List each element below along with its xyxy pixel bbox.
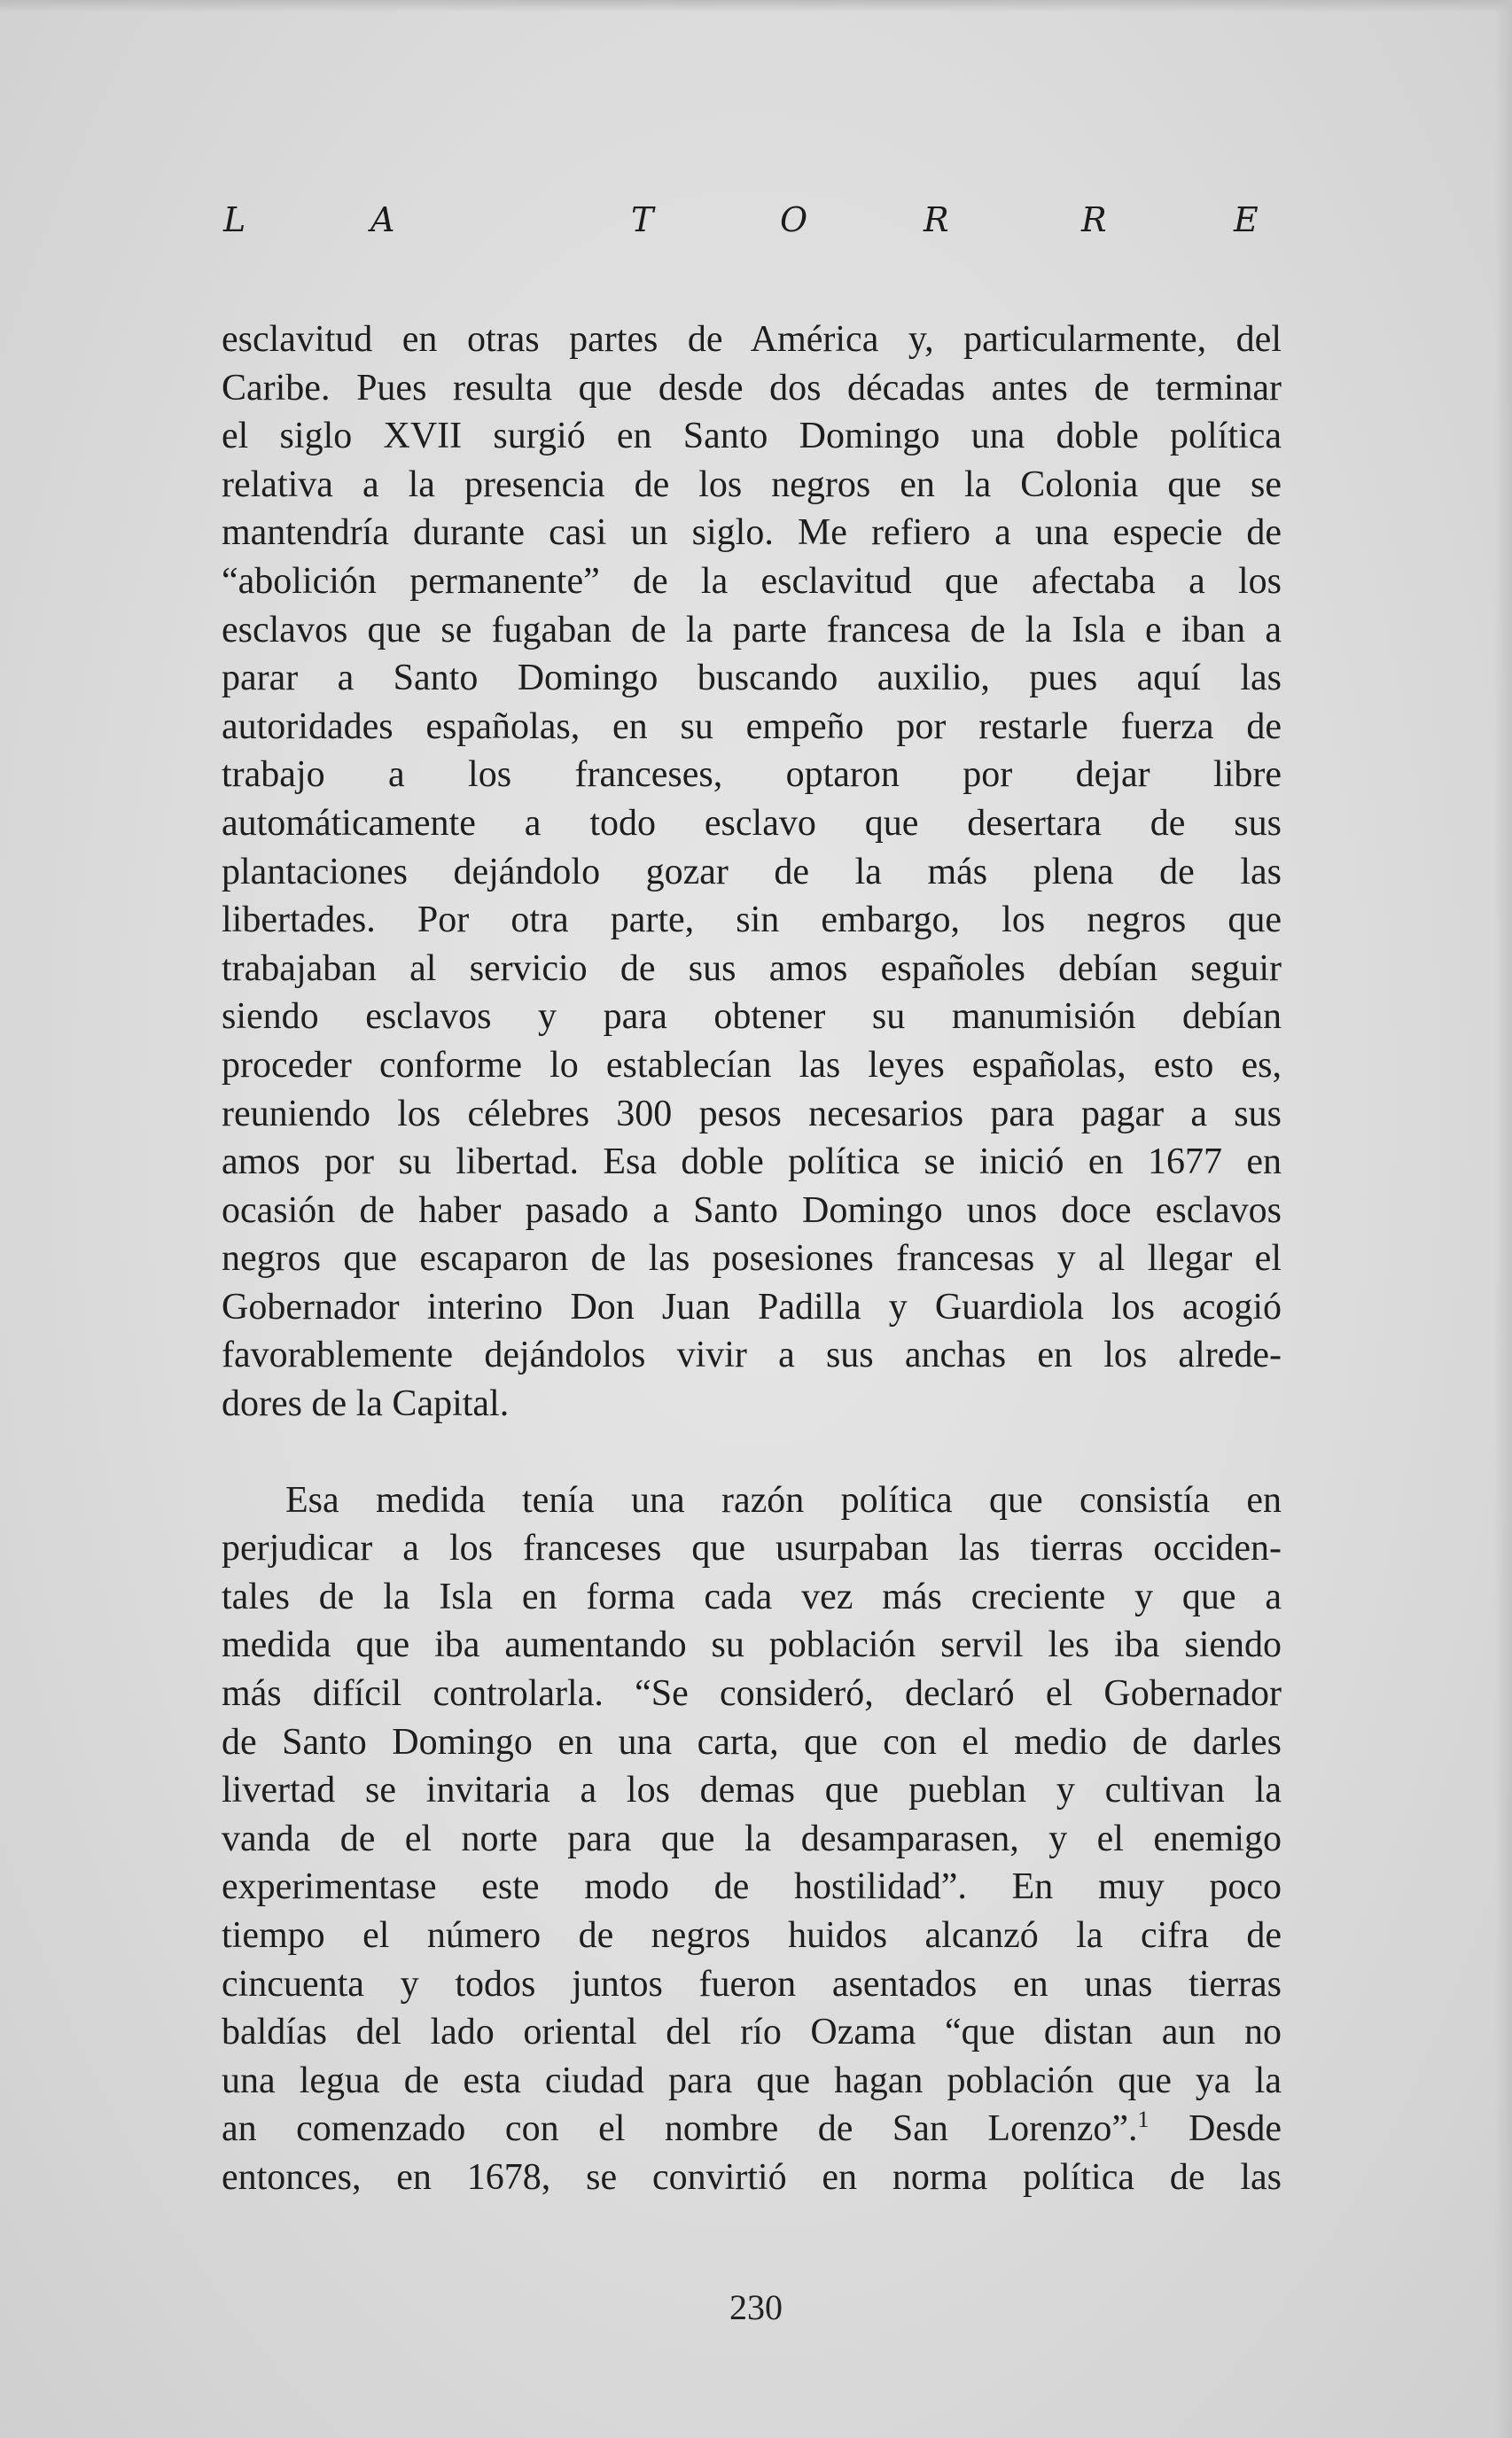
text-line: “abolición permanente” de la esclavitud que afectaba a los: [222, 560, 1282, 602]
text-line: el siglo XVII surgió en Santo Domingo una doble política: [222, 416, 1282, 457]
text-line: mantendría durante casi un siglo. Me refiero a una especie de: [222, 512, 1282, 554]
paragraph-1: [222, 315, 1282, 1429]
running-head-letter: E: [1234, 200, 1259, 239]
page-edge-shadow-right: [1494, 0, 1512, 2438]
text-line: favorablemente dejándolos vivir a sus anchas en los alrede-: [222, 1335, 1282, 1376]
text-line: más difícil controlarla. “Se consideró, declaró el Gobernador: [222, 1673, 1282, 1715]
running-head-letter: A: [370, 200, 395, 239]
text-line: siendo esclavos y para obtener su manumisión debían: [222, 996, 1282, 1038]
text-line: plantaciones dejándolo gozar de la más plena de las: [222, 851, 1282, 892]
text-line: proceder conforme lo establecían las leyes españolas, esto es,: [222, 1044, 1282, 1086]
text-line: dores de la Capital.: [222, 1383, 510, 1425]
page-edge-shadow-top: [0, 0, 1512, 12]
text-line: negros que escaparon de las posesiones francesas y al llegar el: [222, 1238, 1282, 1280]
text-line: Caribe. Pues resulta que desde dos décadas antes de terminar: [222, 367, 1282, 409]
text-line: libertades. Por otra parte, sin embargo, los negros que: [222, 900, 1282, 941]
text-line-segment: an comenzado con el nombre de San Lorenzo”.: [222, 2108, 1138, 2150]
text-line: esclavitud en otras partes de América y, particularmente, del: [222, 319, 1282, 360]
running-head-letter: R: [924, 200, 949, 239]
running-head: [223, 200, 1282, 253]
text-line-with-footnote: [222, 2105, 1282, 2154]
text-line: experimentase este modo de hostilidad”. En muy poco: [222, 1866, 1282, 1908]
running-head-letter: R: [1081, 200, 1107, 239]
running-head-letter: T: [631, 200, 654, 239]
paragraph-spacer: [222, 1429, 1282, 1476]
text-line: Gobernador interino Don Juan Padilla y Guardiola los acogió: [222, 1286, 1282, 1328]
text-line: ocasión de haber pasado a Santo Domingo unos doce esclavos: [222, 1189, 1282, 1231]
paragraph-2: [222, 1476, 1282, 2202]
running-head-letter: L: [223, 200, 246, 239]
text-line: de Santo Domingo en una carta, que con el medio de darles: [222, 1721, 1282, 1763]
page-number: 230: [729, 2287, 783, 2327]
text-line: tiempo el número de negros huidos alcanzó la cifra de: [222, 1915, 1282, 1956]
text-line-segment: Desde: [1189, 2108, 1282, 2150]
text-line: Esa medida tenía una razón política que consistía en: [285, 1479, 1282, 1521]
text-line: trabajaban al servicio de sus amos españoles debían seguir: [222, 947, 1282, 989]
text-line: baldías del lado oriental del río Ozama “que distan aun no: [222, 2012, 1282, 2053]
running-head-letter: O: [780, 200, 808, 239]
text-line: amos por su libertad. Esa doble política se inició en 1677 en: [222, 1141, 1282, 1183]
text-line: parar a Santo Domingo buscando auxilio, pues aquí las: [222, 658, 1282, 699]
text-line: autoridades españolas, en su empeño por restarle fuerza de: [222, 705, 1282, 747]
text-line: medida que iba aumentando su población servil les iba siendo: [222, 1624, 1282, 1666]
text-line: automáticamente a todo esclavo que desertara de sus: [222, 802, 1282, 844]
text-line: una legua de esta ciudad para que hagan población que ya la: [222, 2060, 1282, 2101]
text-line: esclavos que se fugaban de la parte francesa de la Isla e iban a: [222, 609, 1282, 650]
text-line: perjudicar a los franceses que usurpaban las tierras occiden-: [222, 1528, 1282, 1570]
text-line: entonces, en 1678, se convirtió en norma política de las: [222, 2156, 1282, 2198]
text-line: tales de la Isla en forma cada vez más creciente y que a: [222, 1576, 1282, 1617]
text-line: vanda de el norte para que la desamparasen, y el enemigo: [222, 1818, 1282, 1859]
text-line: trabajo a los franceses, optaron por dejar libre: [222, 754, 1282, 796]
text-line: livertad se invitaria a los demas que pueblan y cultivan la: [222, 1770, 1282, 1811]
body-text: [222, 315, 1282, 2202]
text-line: cincuenta y todos juntos fueron asentados en unas tierras: [222, 1963, 1282, 2005]
text-line: relativa a la presencia de los negros en la Colonia que se: [222, 463, 1282, 505]
text-line: reuniendo los célebres 300 pesos necesarios para pagar a sus: [222, 1093, 1282, 1134]
footnote-marker: 1: [1137, 2107, 1150, 2133]
